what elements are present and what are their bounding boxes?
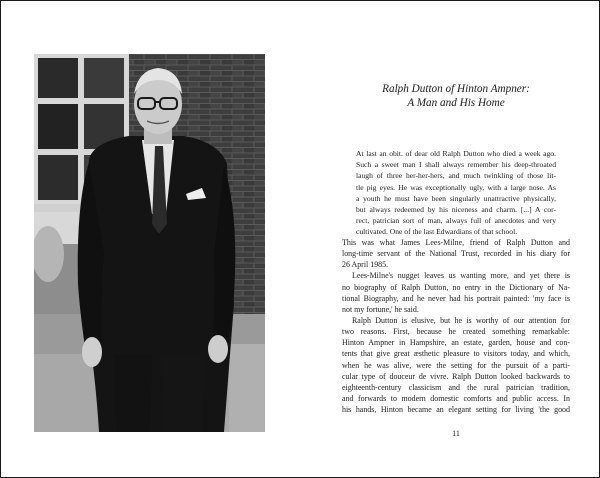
chapter-title — [341, 82, 571, 110]
body-line: when he was alive, were the setting for the pursuit of a parti- — [342, 360, 570, 370]
body-line: two reasons. First, because he created something remarkable: — [342, 327, 570, 337]
quote-line: At last an obit. of dear old Ralph Dutton who died a week ago. — [356, 149, 556, 158]
page-number: 11 — [452, 429, 460, 438]
body-line: his hands, Hinton became an elegant setting for living 'the good — [342, 405, 570, 415]
body-line: not my fortune,' he said. — [342, 304, 419, 314]
quote-line: tle pig eyes. He was exceptionally ugly, with a large nose. As — [356, 182, 556, 192]
quote-line: but always redeemed by his niceness and charm. [...] A cor- — [356, 204, 556, 214]
body-line: cular type of douceur de vivre. Ralph Dutton looked backwards to — [342, 371, 570, 381]
body-text — [342, 237, 570, 415]
quote-line: rect, patrician sort of man, always full of anecdotes and very — [356, 216, 556, 226]
chapter-title-line-2: A Man and His Home — [407, 97, 505, 109]
body-line: and forwards to modern domestic comforts and public access. In — [342, 393, 570, 403]
body-line: Hinton Ampner in Hampshire, an estate, garden, house and con- — [342, 338, 570, 348]
quote-line: cultivated. One of the last Edwardians of that school. — [356, 227, 518, 237]
portrait-photo-icon — [34, 54, 265, 432]
quote-line: Such a sweet man I shall always remember his deep-throated — [356, 160, 556, 170]
portrait-photo — [34, 54, 265, 432]
body-line: tional Biography, and he never had his portrait painted: 'my face is — [342, 293, 570, 303]
body-line: Lees-Milne's nugget leaves us wanting more, and yet there is — [352, 271, 570, 281]
body-line: no biography of Ralph Dutton, no entry in the Dictionary of Na- — [342, 282, 570, 292]
chapter-title-line-1: Ralph Dutton of Hinton Ampner: — [382, 83, 530, 95]
body-line: eighteenth-century classicism and the rural patrician tradition, — [342, 382, 570, 392]
quote-line: laugh of three her-her-hers, and much twinkling of those lit- — [356, 171, 556, 181]
quote-line: a youth he must have been singularly unattractive physically, — [356, 193, 556, 203]
body-line: Ralph Dutton is elusive, but he is worthy of our attention for — [352, 315, 570, 325]
body-line: 26 April 1985. — [342, 260, 389, 270]
body-line: tents that give great æsthetic pleasure to visitors today, and which, — [342, 349, 570, 359]
epigraph-quote — [356, 148, 556, 238]
body-line: long-time servant of the National Trust, recorded in his diary for — [342, 249, 570, 259]
body-line: This was what James Lees-Milne, friend of Ralph Dutton and — [342, 238, 570, 247]
